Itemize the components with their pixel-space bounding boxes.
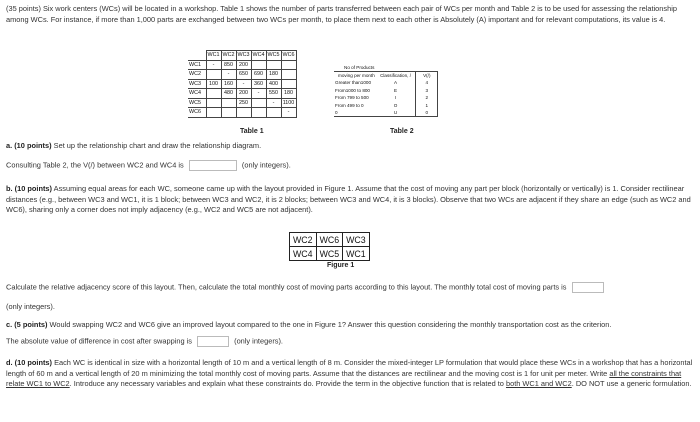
figure-1-cell: WC5: [316, 247, 343, 261]
table-2-value: 1: [416, 102, 438, 110]
table-1-cell: [251, 98, 266, 108]
part-d-instruction-2: . Introduce any necessary variables and explain what these constraints do. Provide the term in the objective function that is related to: [69, 379, 504, 389]
part-a-question: [6, 160, 694, 171]
table-1-cell: 650: [236, 70, 251, 80]
table-1-cell: [266, 108, 281, 118]
table-1-cell: 550: [266, 89, 281, 99]
table-2-value: 3: [416, 87, 438, 95]
table-1-col-header: WC1: [207, 52, 220, 59]
table-1-row-header: WC6: [188, 108, 206, 118]
part-a-question-suffix: (only integers).: [241, 160, 291, 170]
table-1-cell: [251, 108, 266, 118]
table-1-row-header: WC4: [188, 89, 206, 99]
table-2-header-row: [334, 72, 438, 80]
table-2-title-line-1: No of Products: [344, 65, 375, 70]
table-1-row-header: WC2: [188, 70, 206, 80]
table-2-class: I: [394, 95, 397, 101]
part-a-question-text: Consulting Table 2, the V(/) between WC2 and WC4 is: [6, 160, 184, 170]
part-a-label: a. (10 points): [6, 141, 52, 150]
table-1-row: [188, 60, 296, 70]
table-1-row-header: WC5: [188, 98, 206, 108]
part-c-label: c. (5 points): [6, 320, 48, 329]
table-1-cell: -: [281, 108, 296, 118]
table-2-class: U: [376, 109, 416, 117]
table-1-cell: [281, 70, 296, 80]
figure-1-cell: WC2: [290, 233, 317, 247]
part-b-text: [6, 184, 694, 216]
table-1-cell: 100: [206, 79, 221, 89]
part-d-instruction-3: . DO NOT use a generic formulation.: [571, 379, 692, 389]
table-1-row-header: WC3: [188, 79, 206, 89]
table-2-range: Greater than1000: [335, 80, 372, 86]
table-1-row: [188, 89, 296, 99]
part-a-text: [6, 141, 694, 152]
part-b-answer-input[interactable]: [572, 282, 604, 293]
part-a-answer-input[interactable]: [189, 160, 237, 171]
table-1-cell: [206, 98, 221, 108]
part-b-question-suffix: (only integers).: [6, 302, 55, 311]
part-a-instruction: Set up the relationship chart and draw the relationship diagram.: [53, 141, 262, 150]
table-1-row-header: WC1: [188, 60, 206, 70]
table-1-row: [188, 79, 296, 89]
table-1-header-row: [188, 51, 296, 61]
table-2-row: [334, 79, 438, 87]
part-d-instruction-1: Each WC is identical in size with a horizontal length of 10 m and a vertical length of 8 m. Consider the mixed-integer LP formulation that would place these WCs in a workshop that has a horizontal length of 60 m and a vertical length of 20 m minimizing the total monthly cost of moving parts. Assume that the distances are rectilinear and the moving cost is 1 for unit per meter. Write: [6, 358, 693, 378]
table-2-class: E: [393, 87, 398, 93]
part-c-question-suffix: (only integers).: [234, 336, 283, 346]
figure-1-cell: WC1: [343, 247, 370, 261]
table-1-col-header: WC4: [252, 52, 265, 59]
table-2-caption: Table 2: [390, 128, 414, 135]
table-1-cell: 200: [236, 89, 251, 99]
table-1-caption: Table 1: [240, 128, 264, 135]
table-2-value: 4: [416, 79, 438, 87]
figure-1-cell: WC3: [343, 233, 370, 247]
part-c-text: [6, 320, 694, 331]
table-1-cell: 850: [221, 60, 236, 70]
figure-1-cell: WC4: [290, 247, 317, 261]
table-2-range: From 499 to 0: [335, 102, 364, 108]
table-2-title-row: [334, 64, 438, 72]
part-c-answer-input[interactable]: [197, 336, 229, 347]
table-2-row: [334, 102, 438, 110]
table-2-title-line-2: moving per month: [334, 72, 376, 80]
table-1-cell: [206, 108, 221, 118]
part-d-text: [6, 358, 694, 390]
table-1-cell: [281, 79, 296, 89]
table-1-cell: 480: [221, 89, 236, 99]
table-2-value-header: V(/): [416, 72, 438, 80]
table-1-row: [188, 98, 296, 108]
table-1-cell: [206, 70, 221, 80]
part-c-instruction: Would swapping WC2 and WC6 give an improved layout compared to the one in Figure 1? Answer this question considering the monthly transportation cost as the criterion.: [49, 320, 612, 329]
table-1-cell: -: [206, 60, 221, 70]
table-1-row: [188, 108, 296, 118]
part-d-label: d. (10 points): [6, 358, 52, 367]
table-2-range: From 799 to 500: [335, 95, 369, 101]
part-b-question: [6, 282, 694, 293]
table-1-cell: -: [266, 98, 281, 108]
table-1-cell: 400: [266, 79, 281, 89]
table-2-row: [334, 109, 438, 117]
table-2-value: 0: [416, 109, 438, 117]
table-1-cell: -: [251, 89, 266, 99]
table-1-col-header: WC3: [237, 52, 250, 59]
table-1-cell: [221, 98, 236, 108]
table-1-cell: 180: [266, 70, 281, 80]
part-c-question-text: The absolute value of difference in cost after swapping is: [6, 336, 192, 346]
table-1-col-header: WC2: [222, 52, 235, 59]
table-1-cell: 160: [221, 79, 236, 89]
table-1-cell: 180: [281, 89, 296, 99]
figure-1-row: [290, 233, 370, 247]
table-1-cell: 200: [236, 60, 251, 70]
table-1-row: [188, 70, 296, 80]
table-1-cell: 1100: [282, 99, 295, 106]
figure-1-caption: Figure 1: [327, 262, 355, 269]
table-1-col-header: WC6: [282, 52, 295, 59]
table-1: [188, 50, 297, 118]
table-1-cell: -: [236, 79, 251, 89]
table-1-corner: [188, 51, 206, 61]
table-1-cell: [266, 60, 281, 70]
part-b-question-text: Calculate the relative adjacency score of this layout. Then, calculate the total monthly cost of moving parts according to this layout. The monthly total cost of moving parts is: [6, 282, 567, 292]
intro-paragraph: (35 points) Six work centers (WCs) will be located in a workshop. Table 1 shows the number of parts transferred between each pair of WCs per month and Table 2 is to be used for assessing the relationship among WCs. For instance, if more than 1,000 parts are exchanged between two WCs per month, to place them next to each other is Absolutely (A) important and for relevant computations, its value is 4.: [6, 4, 677, 24]
table-1-cell: [251, 60, 266, 70]
table-2-row: [334, 94, 438, 102]
table-2-classification-header: Classification, /: [376, 72, 416, 80]
table-1-cell: -: [221, 70, 236, 80]
table-1-cell: 250: [236, 98, 251, 108]
table-1-cell: 690: [251, 70, 266, 80]
table-1-cell: [221, 108, 236, 118]
table-2-range: 0: [334, 109, 376, 117]
part-c-question: [6, 336, 694, 347]
table-2-value: 2: [416, 94, 438, 102]
part-b-instruction: Assuming equal areas for each WC, someone came up with the layout provided in Figure 1. Assume that the cost of moving any part per block (horizontally or vertically) is 1. Consider rectilinear distances (e.g., between WC3 and WC1, it is 1 block; between WC3 and WC2, it is 2 blocks; between WC3 and WC4, it is 3 blocks). Observe that two WCs are adjacent if they share an edge (such as WC2 and WC6), sharing only a corner does not imply adjacency (e.g., WC2 and WC5 are not adjacent).: [6, 184, 691, 215]
table-2-row: [334, 87, 438, 95]
part-b-label: b. (10 points): [6, 184, 52, 193]
table-2-range: From1000 to 800: [335, 87, 370, 93]
table-1-col-header: WC5: [267, 52, 280, 59]
table-1-cell: 360: [251, 79, 266, 89]
part-d-underlined-constraints: all the constraints that relate WC1 to WC2: [6, 368, 682, 389]
figure-1-cell: WC6: [316, 233, 343, 247]
table-1-cell: [236, 108, 251, 118]
figure-1-row: [290, 247, 370, 261]
table-1-cell: [206, 89, 221, 99]
figure-1-layout: [289, 232, 370, 261]
table-1-cell: [281, 60, 296, 70]
table-2: [334, 64, 438, 117]
table-2-class: O: [393, 102, 398, 108]
part-d-underlined-pair: both WC1 and WC2: [505, 379, 572, 389]
table-2-class: A: [393, 80, 398, 86]
